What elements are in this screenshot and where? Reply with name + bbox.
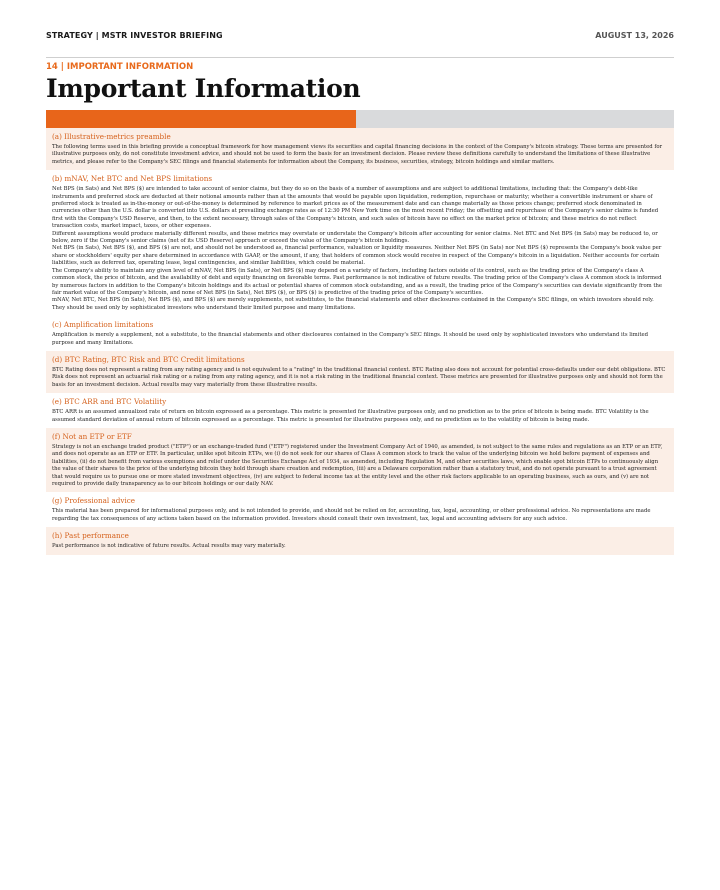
- accent-bar-gray: [356, 110, 674, 128]
- section-professional-advice: [46, 492, 674, 527]
- accent-bar-orange: [46, 110, 356, 128]
- section-heading: (a) Illustrative-metrics preamble: [52, 132, 171, 141]
- section-heading: (d) BTC Rating, BTC Risk and BTC Credit limitations: [52, 354, 245, 364]
- section-paragraph: Different assumptions would produce materially different results, and these metrics may overstate or understate the Company's bitcoin after accounting for senior claims. Net BTC and Net BPS (in Sats) may be reduced to, or below, zero if the Company's senior claims (net of its USD Reserve) approach or exceed the value of the Company's bitcoin holdings.: [52, 230, 658, 245]
- section-btc-arr: [46, 393, 674, 428]
- section-heading: (h) Past performance: [52, 531, 129, 541]
- section-illustrative-metrics: [46, 128, 674, 170]
- header-divider: [46, 57, 674, 58]
- document-header: STRATEGY | MSTR INVESTOR BRIEFING: [46, 31, 223, 40]
- section-heading: (f) Not an ETP or ETF: [52, 431, 132, 441]
- section-paragraph: This material has been prepared for informational purposes only, and is not intended to provide, and should not be relied on for, accounting, tax, legal, accounting, or other professional advice. No representations are made regarding the tax consequences of any actions taken based on the information provided. Investors should consult their own investment, tax, legal and accounting advisers for any such advice.: [52, 508, 651, 522]
- section-heading: (e) BTC ARR and BTC Volatility: [52, 397, 167, 407]
- page-title: Important Information: [46, 74, 361, 103]
- section-btc-rating: [46, 351, 674, 393]
- section-past-performance: [46, 527, 674, 554]
- section-paragraph: Net BPS (in Sats), Net BPS ($), and BPS ($) are not, and should not be understood as, financial performance, valuation or liquidity measures. Neither Net BPS (in Sats) nor Net BPS ($) represents the Company's book value per share or stockholders' equity per share determined in accordance with GAAP, or the amount, if any, that holders of common stock would receive in respect of the Company's bitcoin in a liquidation. Neither accounts for certain liabilities, such as deferred tax, operating lease, legal contingencies, and similar liabilities, which could be material.: [52, 245, 662, 267]
- section-paragraph: Past performance is not indicative of future results. Actual results may vary materially.: [52, 543, 286, 550]
- document-date: AUGUST 13, 2026: [595, 31, 674, 40]
- top-bar: [46, 31, 674, 43]
- section-paragraph: The Company's ability to maintain any given level of mNAV, Net BPS (in Sats), or Net BPS ($) may depend on a variety of factors, including factors outside of its control, such as the trading price of the Company's class A common stock, the price of bitcoin, and the availability of debt and equity financing on favorable terms. Past performance is not indicative of future results. The trading price of the Company's class A common stock is informed by numerous factors in addition to the Company's bitcoin holdings and its actual or potential shares of common stock outstanding, and as a result, the trading price of the Company's securities can deviate significantly from the fair market value of the Company's bitcoin, and none of Net BPS (in Sats), Net BPS ($), or BPS ($) is predictive of the trading price of the Company's securities.: [52, 267, 663, 296]
- section-mnav-limitations: [46, 170, 674, 316]
- section-paragraph: BTC Rating does not represent a rating from any rating agency and is not equivalent to a "rating" in the traditional financial context. BTC Rating also does not account for potential cross-defaults under our debt obligations. BTC Risk does not represent an actuarial risk rating or a rating from any rating agency, and it is not a risk rating in the traditional financial context. These metrics are presented for illustrative purposes only and should not form the basis for an investment decision. Actual results may vary materially from these illustrative results.: [52, 366, 666, 388]
- section-heading: (b) mNAV, Net BTC and Net BPS limitations: [52, 174, 213, 184]
- section-paragraph: mNAV, Net BTC, Net BPS (in Sats), Net BPS ($), and BPS ($) are merely supplements, not substitutes, to the financial statements and other disclosures contained in the Company's SEC filings, on which investors should rely. They should be used only by sophisticated investors who understand their limited purpose and many limitations.: [52, 297, 654, 311]
- section-paragraph: The following terms used in this briefing provide a conceptual framework for how management views its securities and capital financing decisions in the context of the Company's bitcoin strategy. These terms are presented for illustrative purposes only, do not constitute investment advice, and should not be used to form the basis for an investment decision. Please review these definitions carefully to understand the limitations of these illustrative metrics, and please refer to the Company's SEC filings and financial statements for information about the Company, its business, securities, strategy, bitcoin holdings and similar matters.: [52, 144, 663, 165]
- section-paragraph: Strategy is not an exchange traded product ("ETP") or an exchange-traded fund ("ETF") registered under the Investment Company Act of 1940, as amended, is not subject to the same rules and regulations as an ETP or an ETF, and does not operate as an ETP or ETF. In particular, unlike spot bitcoin ETPs, we (i) do not seek for our shares of Class A common stock to track the value of the underlying bitcoin we hold before payment of expenses and liabilities, (ii) do not benefit from various exemptions and relief under the Securities Exchange Act of 1934, as amended, including Regulation M, and other securities laws, which enable spot bitcoin ETPs to continuously align the value of their shares to the price of the underlying bitcoin they hold through share creation and redemption, (iii) are a Delaware corporation rather than a statutory trust, and do not operate pursuant to a trust agreement that would require us to pursue one or more stated investment objectives, (iv) are subject to federal income tax at the entity level and the other risk factors applicable to an operating business, such as ours, and (v) are not required to provide daily transparency as to our bitcoin holdings or our daily NAV.: [52, 443, 663, 487]
- section-kicker: 14 | IMPORTANT INFORMATION: [46, 62, 194, 72]
- disclosure-sections: [46, 128, 674, 555]
- section-not-etp: [46, 428, 674, 492]
- section-amplification: [46, 316, 674, 351]
- section-paragraph: Net BPS (in Sats) and Net BPS ($) are intended to take account of senior claims, but they do so on the basis of a number of assumptions and are subject to additional limitations, including that: the Company's debt-like instruments and preferred stock are deducted at their notional amounts rather than at the amounts that would be payable upon liquidation, redemption, repurchase or maturity; whether a convertible instrument or share of preferred stock is treated as in-the-money or out-of-the-money is determined by reference to market prices as of the measurement date and can change materially as those prices change; preferred stock denominated in currencies other than the U.S. dollar is converted into U.S. dollars at prevailing exchange rates as of 12:30 PM New York time on the most recent Friday; the offsetting and repurchase of the Company's senior claims is funded first with the Company's USD Reserve, and then, to the extent necessary, through sales of the Company's bitcoin, and such sales of bitcoin have no effect on the market price of bitcoin; and these metrics do not reflect transaction costs, market impact, taxes, or other expenses.: [52, 186, 659, 230]
- section-heading: (g) Professional advice: [52, 496, 136, 506]
- section-heading: (c) Amplification limitations: [52, 320, 154, 330]
- section-paragraph: Amplification is merely a supplement, not a substitute, to the financial statements and other disclosures contained in the Company's SEC filings. It should be used only by sophisticated investors who understand its limited purpose and many limitations.: [52, 332, 649, 346]
- section-paragraph: BTC ARR is an assumed annualized rate of return on bitcoin expressed as a percentage. This metric is presented for illustrative purposes only, and no prediction as to the price of bitcoin is being made. BTC Volatility is the assumed standard deviation of annual return of bitcoin expressed as a percentage. This metric is presented for illustrative purposes only, and no prediction as to the volatility of bitcoin is being made.: [52, 409, 649, 423]
- accent-bar: [46, 110, 674, 128]
